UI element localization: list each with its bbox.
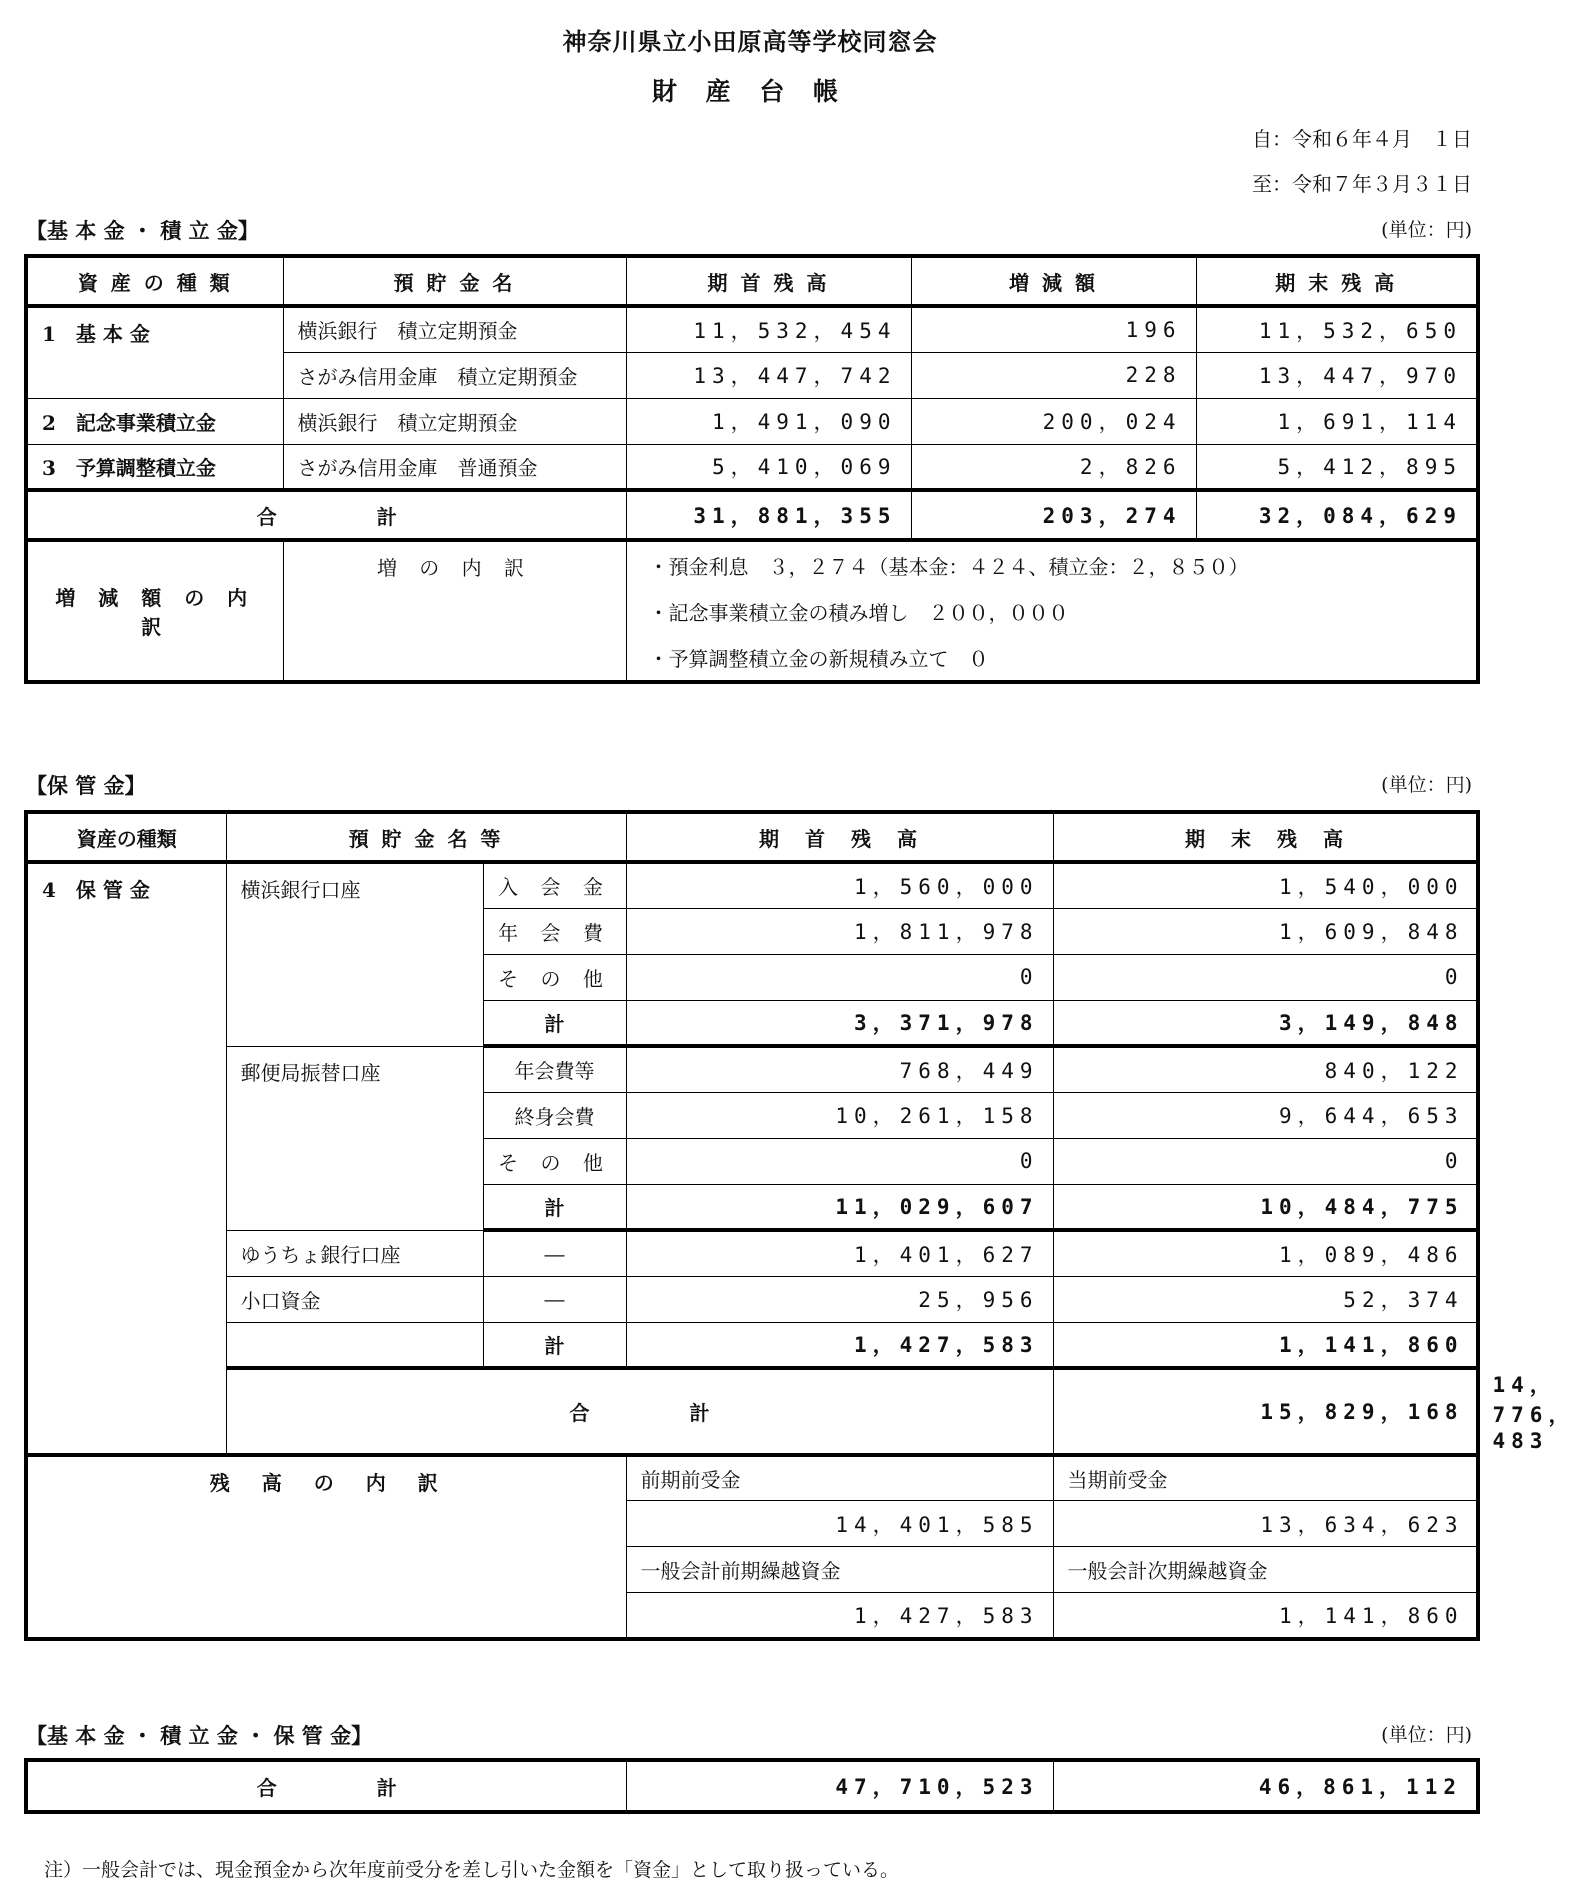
balance-start-a: 14，401，585	[626, 1501, 1053, 1547]
deposit-name: さがみ信用金庫 積立定期預金	[283, 352, 626, 398]
organization-title: 神奈川県立小田原高等学校同窓会	[562, 27, 938, 56]
balance-end-b: 1，141，860	[1053, 1593, 1478, 1639]
custody-table	[24, 810, 1575, 1641]
balance-end-b-label: 一般会計次期繰越資金	[1053, 1547, 1478, 1593]
breakdown-line: ・予算調整積立金の新規積み立て ０	[648, 646, 989, 671]
column-header: 期 末 残 高	[1196, 256, 1478, 306]
start-balance: 1，401，627	[626, 1230, 1053, 1276]
end-balance: 840，122	[1053, 1046, 1478, 1092]
breakdown-line: ・預金利息 ３，２７４（基本金：４２４、積立金：２，８５０）	[648, 554, 1249, 579]
deposit-name: さがみ信用金庫 普通預金	[283, 444, 626, 490]
balance-end-a-label: 当期前受金	[1053, 1455, 1478, 1501]
column-header: 預 貯 金 名	[283, 256, 626, 306]
start-balance: 11，532，454	[626, 306, 911, 352]
balance-start-b-label: 一般会計前期繰越資金	[626, 1547, 1053, 1593]
end-balance: 1，089，486	[1053, 1230, 1478, 1276]
asset-type: 1 基 本 金	[26, 306, 283, 398]
subtotal-label: 計	[483, 1000, 626, 1046]
section-endowment-title: 【基 本 金 ・ 積 立 金】	[26, 218, 259, 243]
start-balance: 1，491，090	[626, 398, 911, 444]
total-label: 合 計	[226, 1368, 1053, 1455]
total-end: 32，084，629	[1196, 490, 1478, 540]
column-header: 増 減 額	[911, 256, 1196, 306]
item-name: 年 会 費	[483, 908, 626, 954]
end-balance: 1，691，114	[1196, 398, 1478, 444]
subtotal-label: 計	[483, 1184, 626, 1230]
subtotal-end: 10，484，775	[1053, 1184, 1478, 1230]
total-row	[26, 490, 1478, 540]
account-name: ゆうちょ銀行口座	[226, 1230, 483, 1276]
total-label: 合 計	[26, 490, 626, 540]
column-header: 預 貯 金 名 等	[226, 812, 626, 862]
period-to: 至：令和７年３月３１日	[1252, 172, 1472, 196]
breakdown-details	[626, 540, 1478, 682]
item-name: 終身会費	[483, 1092, 626, 1138]
column-header: 期 末 残 高	[1053, 812, 1478, 862]
subtotal-start: 11，029，607	[626, 1184, 1053, 1230]
start-balance: 13，447，742	[626, 352, 911, 398]
column-header: 期 首 残 高	[626, 256, 911, 306]
total-row: 合 計 15，829，168 14，776，483	[26, 1368, 1478, 1455]
end-balance: 9，644，653	[1053, 1092, 1478, 1138]
end-balance: 52，374	[1053, 1276, 1478, 1322]
asset-type: 3 予算調整積立金	[26, 444, 283, 490]
account-name: 横浜銀行口座	[226, 862, 483, 1046]
table-row	[26, 862, 1478, 908]
section-grand-total-title: 【基 本 金 ・ 積 立 金 ・ 保 管 金】	[26, 1723, 373, 1748]
end-balance: 0	[1053, 1138, 1478, 1184]
account-name: 小口資金	[226, 1276, 483, 1322]
end-balance: 11，532，650	[1196, 306, 1478, 352]
end-balance: 1，540，000	[1053, 862, 1478, 908]
balance-breakdown-label: 残 高 の 内 訳	[26, 1455, 626, 1639]
column-header: 資 産 の 種 類	[26, 256, 283, 306]
start-balance: 768，449	[626, 1046, 1053, 1092]
subtotal-end: 3，149，848	[1053, 1000, 1478, 1046]
asset-type: 4 保 管 金	[26, 862, 226, 1455]
total-row	[26, 1760, 1478, 1812]
change-amount: 2，826	[911, 444, 1196, 490]
item-name: ―	[483, 1276, 626, 1322]
item-name: 年会費等	[483, 1046, 626, 1092]
item-name: ―	[483, 1230, 626, 1276]
period-from: 自：令和６年４月 １日	[1252, 127, 1472, 151]
subtotal-label: 計	[483, 1322, 626, 1368]
total-start: 31，881，355	[626, 490, 911, 540]
change-amount: 200，024	[911, 398, 1196, 444]
start-balance: 1，811，978	[626, 908, 1053, 954]
end-balance: 13，447，970	[1196, 352, 1478, 398]
deposit-name: 横浜銀行 積立定期預金	[283, 306, 626, 352]
start-balance: 1，560，000	[626, 862, 1053, 908]
total-start: 47，710，523	[626, 1760, 1053, 1812]
balance-end-a: 13，634，623	[1053, 1501, 1478, 1547]
breakdown-label: 増 減 額 の 内 訳	[26, 540, 283, 682]
table-row	[26, 1276, 1478, 1322]
start-balance: 10，261，158	[626, 1092, 1053, 1138]
item-name: 入 会 金	[483, 862, 626, 908]
end-balance: 5，412，895	[1196, 444, 1478, 490]
balance-breakdown-row	[26, 1455, 1478, 1501]
breakdown-line: ・記念事業積立金の積み増し ２００，０００	[648, 600, 1069, 625]
subtotal-end: 1，141，860	[1053, 1322, 1478, 1368]
unit-label: (単位：円)	[1381, 774, 1472, 796]
blank-cell	[226, 1322, 483, 1368]
column-header: 期 首 残 高	[626, 812, 1053, 862]
end-balance: 0	[1053, 954, 1478, 1000]
table-row	[26, 1230, 1478, 1276]
asset-type: 2 記念事業積立金	[26, 398, 283, 444]
unit-label: (単位：円)	[1381, 219, 1472, 241]
end-balance: 1，609，848	[1053, 908, 1478, 954]
table-row	[26, 398, 1478, 444]
balance-start-b: 1，427，583	[626, 1593, 1053, 1639]
total-end: 46，861，112	[1053, 1760, 1478, 1812]
table-row	[26, 444, 1478, 490]
table-header-row	[26, 812, 1478, 862]
change-amount: 228	[911, 352, 1196, 398]
account-name: 郵便局振替口座	[226, 1046, 483, 1230]
start-balance: 0	[626, 954, 1053, 1000]
total-label: 合 計	[26, 1760, 626, 1812]
start-balance: 0	[626, 1138, 1053, 1184]
table-header-row	[26, 256, 1478, 306]
subtotal-start: 3，371，978	[626, 1000, 1053, 1046]
item-name: そ の 他	[483, 954, 626, 1000]
breakdown-row	[26, 540, 1478, 682]
subtotal-start: 1，427，583	[626, 1322, 1053, 1368]
start-balance: 5，410，069	[626, 444, 911, 490]
breakdown-sub-label: 増 の 内 訳	[283, 540, 626, 682]
section-custody-title: 【保 管 金】	[26, 773, 146, 798]
column-header: 資産の種類	[26, 812, 226, 862]
item-name: そ の 他	[483, 1138, 626, 1184]
table-row	[26, 306, 1478, 352]
footnote: 注）一般会計では、現金預金から次年度前受分を差し引いた金額を「資金」として取り扱っている。	[44, 1859, 900, 1881]
start-balance: 25，956	[626, 1276, 1053, 1322]
balance-start-a-label: 前期前受金	[626, 1455, 1053, 1501]
total-change: 203，274	[911, 490, 1196, 540]
unit-label: (単位：円)	[1381, 1724, 1472, 1746]
change-amount: 196	[911, 306, 1196, 352]
document-title: 財 産 台 帳	[651, 77, 849, 106]
grand-total-table	[24, 1758, 1480, 1814]
total-start: 15，829，168	[1053, 1368, 1478, 1455]
deposit-name: 横浜銀行 積立定期預金	[283, 398, 626, 444]
subtotal-row	[26, 1322, 1478, 1368]
endowment-table	[24, 254, 1480, 684]
table-row	[26, 1046, 1478, 1092]
